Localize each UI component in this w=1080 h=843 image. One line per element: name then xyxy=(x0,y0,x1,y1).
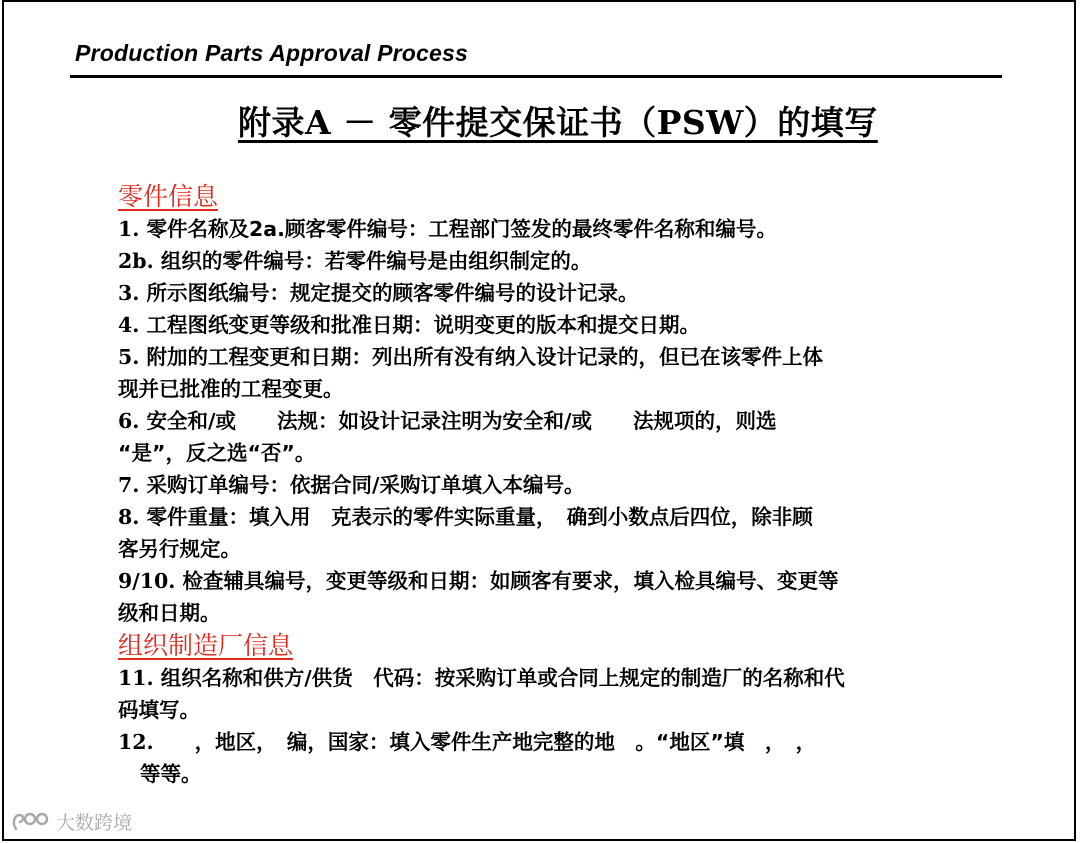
section-heading-part-info: 零件信息 xyxy=(118,182,219,211)
item-text: 所示图纸编号：规定提交的顾客零件编号的设计记录。 xyxy=(139,281,639,305)
item-text: 采购订单编号：依据合同/采购订单填入本编号。 xyxy=(139,473,585,497)
item-number: 8. xyxy=(118,505,140,529)
watermark-logo-icon xyxy=(10,809,50,835)
item-number: 6. xyxy=(118,409,140,433)
header-rule xyxy=(70,75,1002,78)
item-text: 检查辅具编号，变更等级和日期：如顾客有要求，填入检具编号、变更等 xyxy=(175,569,839,593)
watermark-text: 大数跨境 xyxy=(56,812,133,834)
header-title: Production Parts Approval Process xyxy=(75,40,469,66)
item-number: 4. xyxy=(118,313,140,337)
list-item-continuation: 现并已批准的工程变更。 xyxy=(118,377,344,401)
item-number: 11. xyxy=(118,666,154,690)
item-text: 零件重量：填入用 克表示的零件实际重量， 确到小数点后四位，除非顾 xyxy=(139,505,813,529)
list-item xyxy=(118,213,968,245)
list-item xyxy=(118,662,968,694)
list-item-continuation: 客另行规定。 xyxy=(118,537,241,561)
section-heading-manufacturer-info: 组织制造厂信息 xyxy=(118,631,294,660)
list-item xyxy=(118,469,968,501)
list-item-continuation: 等等。 xyxy=(140,762,202,786)
list-item xyxy=(118,565,968,597)
list-item-continuation: 级和日期。 xyxy=(118,601,221,625)
item-number: 12. xyxy=(118,730,154,754)
list-item-continuation: “是”，反之选“否”。 xyxy=(118,441,316,465)
item-text: 组织的零件编号：若零件编号是由组织制定的。 xyxy=(153,249,592,273)
item-text: ，地区， 编，国家：填入零件生产地完整的地 。“地区”填 ， ， xyxy=(153,730,817,754)
list-item xyxy=(118,726,968,758)
item-number: 3. xyxy=(118,281,140,305)
list-item-continuation: 码填写。 xyxy=(118,698,200,722)
list-item xyxy=(118,405,968,437)
list-item xyxy=(118,501,968,533)
item-number: 5. xyxy=(118,345,140,369)
item-text: 零件名称及2a.顾客零件编号：工程部门签发的最终零件名称和编号。 xyxy=(139,217,777,241)
document-body xyxy=(118,180,968,790)
item-number: 9/10. xyxy=(118,569,176,593)
list-item xyxy=(118,245,968,277)
item-text: 工程图纸变更等级和批准日期：说明变更的版本和提交日期。 xyxy=(139,313,701,337)
list-item xyxy=(118,341,968,373)
list-item xyxy=(118,277,968,309)
item-text: 安全和/或 法规：如设计记录注明为安全和/或 法规项的，则选 xyxy=(139,409,777,433)
item-text: 组织名称和供方/供货 代码：按采购订单或合同上规定的制造厂的名称和代 xyxy=(153,666,845,690)
item-number: 1. xyxy=(118,217,140,241)
main-title: 附录A － 零件提交保证书（PSW）的填写 xyxy=(238,103,878,142)
item-number: 7. xyxy=(118,473,140,497)
list-item xyxy=(118,309,968,341)
item-text: 附加的工程变更和日期：列出所有没有纳入设计记录的，但已在该零件上体 xyxy=(139,345,824,369)
item-number: 2b. xyxy=(118,249,154,273)
watermark xyxy=(10,808,132,835)
